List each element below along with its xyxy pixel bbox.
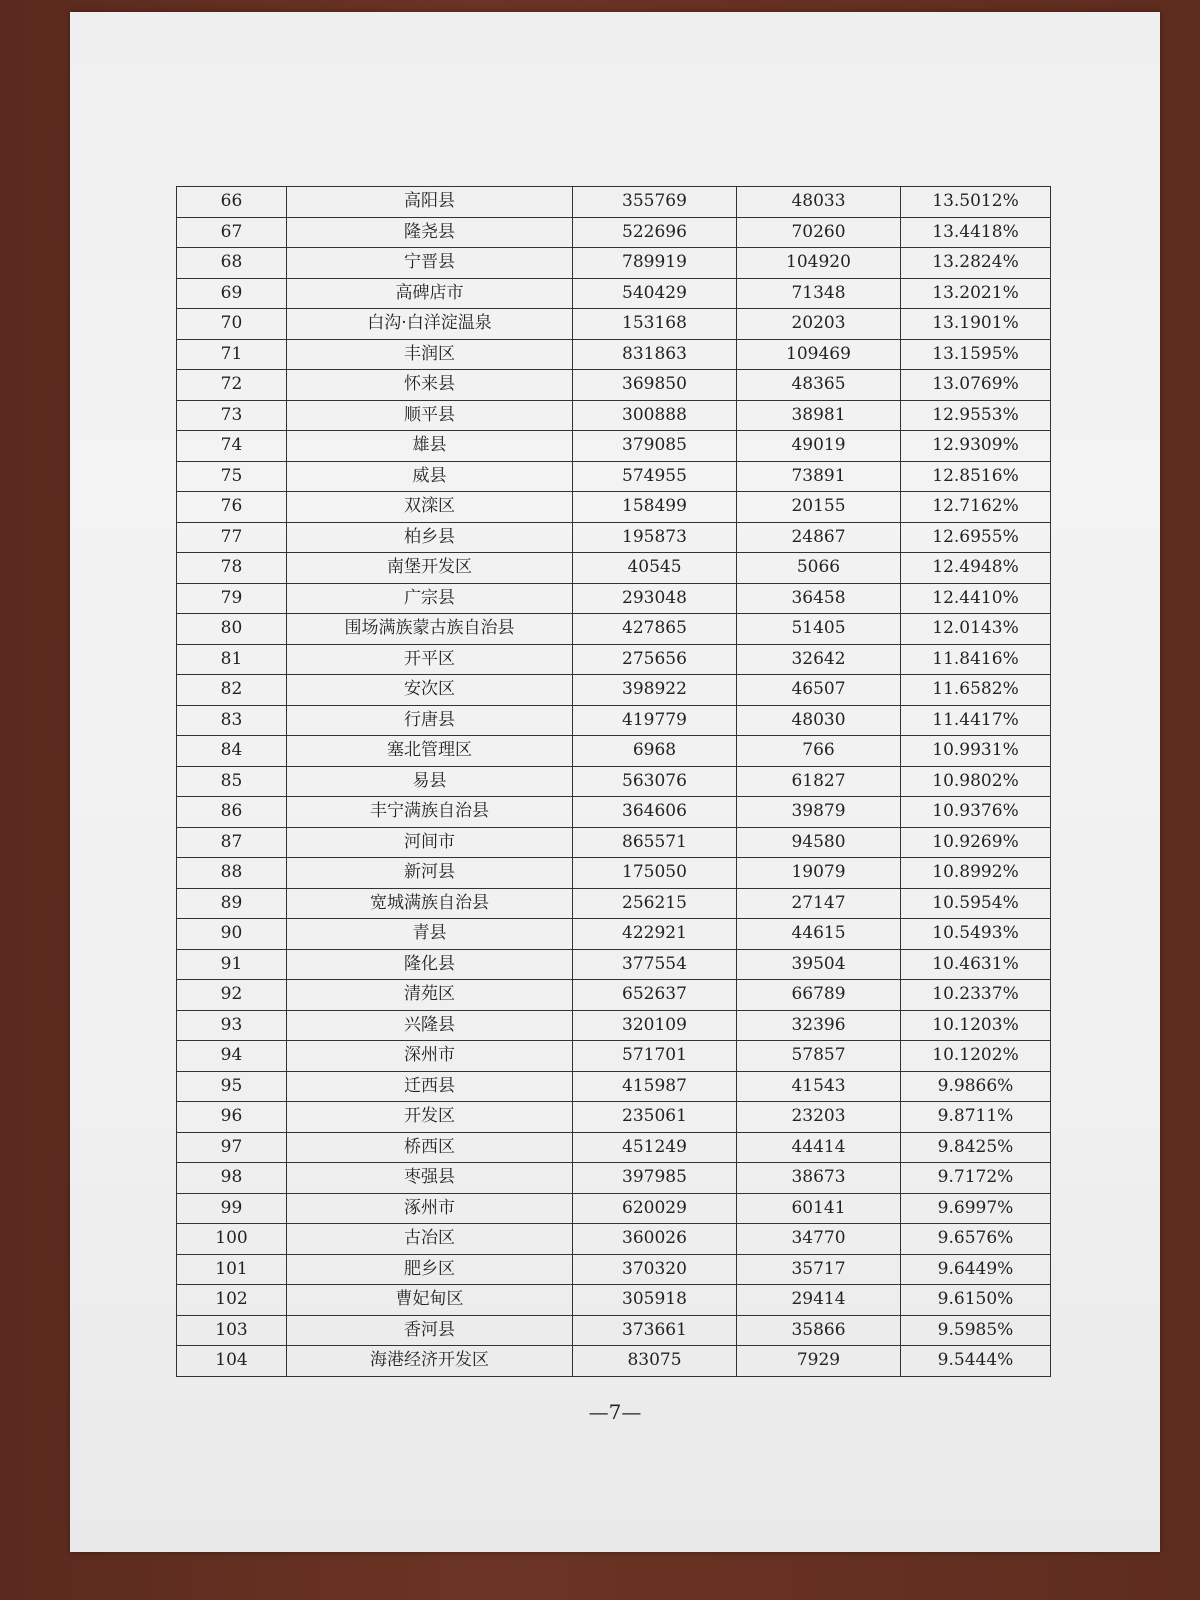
- table-row: [177, 705, 1051, 736]
- population-cell: 789919: [573, 248, 737, 279]
- region-name-cell: 河间市: [287, 827, 573, 858]
- table-row: [177, 644, 1051, 675]
- population-cell: 369850: [573, 370, 737, 401]
- row-number-cell: 68: [177, 248, 287, 279]
- region-name-cell: 白沟·白洋淀温泉: [287, 309, 573, 340]
- table-row: [177, 827, 1051, 858]
- population-cell: 370320: [573, 1254, 737, 1285]
- population-cell: 419779: [573, 705, 737, 736]
- count-cell: 32642: [737, 644, 901, 675]
- region-name-cell: 易县: [287, 766, 573, 797]
- region-name-cell: 香河县: [287, 1315, 573, 1346]
- row-number-cell: 70: [177, 309, 287, 340]
- count-cell: 38673: [737, 1163, 901, 1194]
- table-row: [177, 339, 1051, 370]
- row-number-cell: 104: [177, 1346, 287, 1377]
- row-number-cell: 96: [177, 1102, 287, 1133]
- row-number-cell: 81: [177, 644, 287, 675]
- count-cell: 20155: [737, 492, 901, 523]
- table-row: [177, 949, 1051, 980]
- population-cell: 40545: [573, 553, 737, 584]
- table-row: [177, 217, 1051, 248]
- population-cell: 620029: [573, 1193, 737, 1224]
- row-number-cell: 103: [177, 1315, 287, 1346]
- population-cell: 831863: [573, 339, 737, 370]
- ratio-cell: 9.6997%: [901, 1193, 1051, 1224]
- row-number-cell: 85: [177, 766, 287, 797]
- ratio-cell: 11.6582%: [901, 675, 1051, 706]
- count-cell: 49019: [737, 431, 901, 462]
- ratio-cell: 12.4410%: [901, 583, 1051, 614]
- population-cell: 320109: [573, 1010, 737, 1041]
- table-row: [177, 1254, 1051, 1285]
- count-cell: 60141: [737, 1193, 901, 1224]
- row-number-cell: 80: [177, 614, 287, 645]
- table-row: [177, 187, 1051, 218]
- count-cell: 38981: [737, 400, 901, 431]
- ratio-cell: 13.0769%: [901, 370, 1051, 401]
- table-row: [177, 766, 1051, 797]
- table-row: [177, 614, 1051, 645]
- row-number-cell: 72: [177, 370, 287, 401]
- ratio-cell: 12.9553%: [901, 400, 1051, 431]
- ratio-cell: 9.6150%: [901, 1285, 1051, 1316]
- row-number-cell: 99: [177, 1193, 287, 1224]
- region-name-cell: 枣强县: [287, 1163, 573, 1194]
- population-cell: 377554: [573, 949, 737, 980]
- ratio-cell: 13.1901%: [901, 309, 1051, 340]
- row-number-cell: 88: [177, 858, 287, 889]
- ratio-cell: 10.9802%: [901, 766, 1051, 797]
- region-name-cell: 海港经济开发区: [287, 1346, 573, 1377]
- region-name-cell: 双滦区: [287, 492, 573, 523]
- table-row: [177, 980, 1051, 1011]
- population-cell: 195873: [573, 522, 737, 553]
- region-name-cell: 宽城满族自治县: [287, 888, 573, 919]
- count-cell: 73891: [737, 461, 901, 492]
- row-number-cell: 97: [177, 1132, 287, 1163]
- row-number-cell: 66: [177, 187, 287, 218]
- region-name-cell: 古冶区: [287, 1224, 573, 1255]
- population-cell: 865571: [573, 827, 737, 858]
- ratio-cell: 9.6449%: [901, 1254, 1051, 1285]
- row-number-cell: 75: [177, 461, 287, 492]
- table-row: [177, 278, 1051, 309]
- count-cell: 70260: [737, 217, 901, 248]
- count-cell: 41543: [737, 1071, 901, 1102]
- ratio-cell: 9.7172%: [901, 1163, 1051, 1194]
- row-number-cell: 90: [177, 919, 287, 950]
- count-cell: 61827: [737, 766, 901, 797]
- table-row: [177, 919, 1051, 950]
- table-row: [177, 1132, 1051, 1163]
- region-name-cell: 雄县: [287, 431, 573, 462]
- table-row: [177, 736, 1051, 767]
- region-name-cell: 南堡开发区: [287, 553, 573, 584]
- region-name-cell: 涿州市: [287, 1193, 573, 1224]
- region-name-cell: 围场满族蒙古族自治县: [287, 614, 573, 645]
- population-cell: 83075: [573, 1346, 737, 1377]
- table-row: [177, 583, 1051, 614]
- region-name-cell: 柏乡县: [287, 522, 573, 553]
- paper-sheet: [70, 12, 1160, 1552]
- ratio-cell: 11.8416%: [901, 644, 1051, 675]
- count-cell: 35717: [737, 1254, 901, 1285]
- region-name-cell: 隆化县: [287, 949, 573, 980]
- population-cell: 652637: [573, 980, 737, 1011]
- count-cell: 32396: [737, 1010, 901, 1041]
- region-name-cell: 顺平县: [287, 400, 573, 431]
- count-cell: 766: [737, 736, 901, 767]
- ratio-cell: 9.5444%: [901, 1346, 1051, 1377]
- table-row: [177, 400, 1051, 431]
- table-row: [177, 888, 1051, 919]
- count-cell: 20203: [737, 309, 901, 340]
- table-row: [177, 1010, 1051, 1041]
- ratio-cell: 10.9931%: [901, 736, 1051, 767]
- ratio-cell: 12.7162%: [901, 492, 1051, 523]
- region-name-cell: 怀来县: [287, 370, 573, 401]
- row-number-cell: 91: [177, 949, 287, 980]
- population-cell: 398922: [573, 675, 737, 706]
- table-row: [177, 1315, 1051, 1346]
- region-name-cell: 安次区: [287, 675, 573, 706]
- ratio-cell: 12.4948%: [901, 553, 1051, 584]
- population-cell: 540429: [573, 278, 737, 309]
- population-cell: 355769: [573, 187, 737, 218]
- ratio-cell: 13.2824%: [901, 248, 1051, 279]
- row-number-cell: 76: [177, 492, 287, 523]
- table-row: [177, 553, 1051, 584]
- count-cell: 36458: [737, 583, 901, 614]
- ratio-cell: 10.2337%: [901, 980, 1051, 1011]
- count-cell: 29414: [737, 1285, 901, 1316]
- region-name-cell: 桥西区: [287, 1132, 573, 1163]
- count-cell: 44615: [737, 919, 901, 950]
- region-name-cell: 深州市: [287, 1041, 573, 1072]
- row-number-cell: 77: [177, 522, 287, 553]
- count-cell: 48030: [737, 705, 901, 736]
- region-name-cell: 迁西县: [287, 1071, 573, 1102]
- count-cell: 44414: [737, 1132, 901, 1163]
- population-cell: 522696: [573, 217, 737, 248]
- table-row: [177, 1071, 1051, 1102]
- table-row: [177, 797, 1051, 828]
- region-name-cell: 广宗县: [287, 583, 573, 614]
- region-name-cell: 新河县: [287, 858, 573, 889]
- table-row: [177, 1041, 1051, 1072]
- count-cell: 19079: [737, 858, 901, 889]
- population-cell: 158499: [573, 492, 737, 523]
- data-table: [176, 186, 1051, 1377]
- row-number-cell: 100: [177, 1224, 287, 1255]
- ratio-cell: 11.4417%: [901, 705, 1051, 736]
- region-name-cell: 兴隆县: [287, 1010, 573, 1041]
- ratio-cell: 12.8516%: [901, 461, 1051, 492]
- row-number-cell: 93: [177, 1010, 287, 1041]
- region-name-cell: 丰润区: [287, 339, 573, 370]
- region-name-cell: 开平区: [287, 644, 573, 675]
- table-row: [177, 492, 1051, 523]
- table-row: [177, 1224, 1051, 1255]
- table-row: [177, 431, 1051, 462]
- population-cell: 563076: [573, 766, 737, 797]
- ratio-cell: 12.0143%: [901, 614, 1051, 645]
- count-cell: 104920: [737, 248, 901, 279]
- count-cell: 5066: [737, 553, 901, 584]
- region-name-cell: 塞北管理区: [287, 736, 573, 767]
- population-cell: 571701: [573, 1041, 737, 1072]
- population-cell: 574955: [573, 461, 737, 492]
- table-row: [177, 1163, 1051, 1194]
- count-cell: 71348: [737, 278, 901, 309]
- count-cell: 39879: [737, 797, 901, 828]
- ratio-cell: 12.6955%: [901, 522, 1051, 553]
- table-row: [177, 858, 1051, 889]
- population-cell: 415987: [573, 1071, 737, 1102]
- row-number-cell: 95: [177, 1071, 287, 1102]
- row-number-cell: 83: [177, 705, 287, 736]
- region-name-cell: 肥乡区: [287, 1254, 573, 1285]
- count-cell: 66789: [737, 980, 901, 1011]
- ratio-cell: 10.1203%: [901, 1010, 1051, 1041]
- population-cell: 427865: [573, 614, 737, 645]
- ratio-cell: 12.9309%: [901, 431, 1051, 462]
- ratio-cell: 13.1595%: [901, 339, 1051, 370]
- region-name-cell: 威县: [287, 461, 573, 492]
- region-name-cell: 开发区: [287, 1102, 573, 1133]
- region-name-cell: 宁晋县: [287, 248, 573, 279]
- population-cell: 422921: [573, 919, 737, 950]
- row-number-cell: 86: [177, 797, 287, 828]
- region-name-cell: 曹妃甸区: [287, 1285, 573, 1316]
- count-cell: 51405: [737, 614, 901, 645]
- ratio-cell: 10.1202%: [901, 1041, 1051, 1072]
- region-name-cell: 清苑区: [287, 980, 573, 1011]
- ratio-cell: 9.5985%: [901, 1315, 1051, 1346]
- table-row: [177, 675, 1051, 706]
- population-cell: 360026: [573, 1224, 737, 1255]
- ratio-cell: 13.4418%: [901, 217, 1051, 248]
- row-number-cell: 74: [177, 431, 287, 462]
- count-cell: 23203: [737, 1102, 901, 1133]
- population-cell: 256215: [573, 888, 737, 919]
- table-row: [177, 370, 1051, 401]
- population-cell: 397985: [573, 1163, 737, 1194]
- row-number-cell: 101: [177, 1254, 287, 1285]
- ratio-cell: 9.8711%: [901, 1102, 1051, 1133]
- population-cell: 373661: [573, 1315, 737, 1346]
- count-cell: 48033: [737, 187, 901, 218]
- row-number-cell: 94: [177, 1041, 287, 1072]
- population-cell: 175050: [573, 858, 737, 889]
- row-number-cell: 71: [177, 339, 287, 370]
- count-cell: 46507: [737, 675, 901, 706]
- region-name-cell: 高阳县: [287, 187, 573, 218]
- region-name-cell: 丰宁满族自治县: [287, 797, 573, 828]
- count-cell: 7929: [737, 1346, 901, 1377]
- population-cell: 153168: [573, 309, 737, 340]
- ratio-cell: 10.9269%: [901, 827, 1051, 858]
- table-row: [177, 461, 1051, 492]
- count-cell: 109469: [737, 339, 901, 370]
- population-cell: 275656: [573, 644, 737, 675]
- row-number-cell: 67: [177, 217, 287, 248]
- row-number-cell: 69: [177, 278, 287, 309]
- row-number-cell: 92: [177, 980, 287, 1011]
- ratio-cell: 13.5012%: [901, 187, 1051, 218]
- row-number-cell: 79: [177, 583, 287, 614]
- row-number-cell: 98: [177, 1163, 287, 1194]
- table-row: [177, 522, 1051, 553]
- count-cell: 39504: [737, 949, 901, 980]
- row-number-cell: 82: [177, 675, 287, 706]
- table-row: [177, 1102, 1051, 1133]
- ratio-cell: 10.8992%: [901, 858, 1051, 889]
- ratio-cell: 10.4631%: [901, 949, 1051, 980]
- table-row: [177, 1193, 1051, 1224]
- count-cell: 35866: [737, 1315, 901, 1346]
- ratio-cell: 13.2021%: [901, 278, 1051, 309]
- row-number-cell: 87: [177, 827, 287, 858]
- row-number-cell: 102: [177, 1285, 287, 1316]
- table-row: [177, 1285, 1051, 1316]
- ratio-cell: 10.5954%: [901, 888, 1051, 919]
- population-cell: 379085: [573, 431, 737, 462]
- count-cell: 24867: [737, 522, 901, 553]
- row-number-cell: 84: [177, 736, 287, 767]
- ratio-cell: 9.9866%: [901, 1071, 1051, 1102]
- population-cell: 6968: [573, 736, 737, 767]
- region-name-cell: 行唐县: [287, 705, 573, 736]
- page-number: —7—: [588, 1400, 642, 1424]
- population-cell: 293048: [573, 583, 737, 614]
- count-cell: 27147: [737, 888, 901, 919]
- table-row: [177, 309, 1051, 340]
- ratio-cell: 10.9376%: [901, 797, 1051, 828]
- population-cell: 451249: [573, 1132, 737, 1163]
- row-number-cell: 78: [177, 553, 287, 584]
- ratio-cell: 9.8425%: [901, 1132, 1051, 1163]
- population-cell: 235061: [573, 1102, 737, 1133]
- population-cell: 364606: [573, 797, 737, 828]
- region-name-cell: 隆尧县: [287, 217, 573, 248]
- table-row: [177, 1346, 1051, 1377]
- count-cell: 94580: [737, 827, 901, 858]
- row-number-cell: 73: [177, 400, 287, 431]
- region-name-cell: 青县: [287, 919, 573, 950]
- row-number-cell: 89: [177, 888, 287, 919]
- count-cell: 34770: [737, 1224, 901, 1255]
- ratio-cell: 10.5493%: [901, 919, 1051, 950]
- table-row: [177, 248, 1051, 279]
- count-cell: 57857: [737, 1041, 901, 1072]
- region-name-cell: 高碑店市: [287, 278, 573, 309]
- population-cell: 300888: [573, 400, 737, 431]
- count-cell: 48365: [737, 370, 901, 401]
- population-cell: 305918: [573, 1285, 737, 1316]
- ratio-cell: 9.6576%: [901, 1224, 1051, 1255]
- table-body: [177, 187, 1051, 1377]
